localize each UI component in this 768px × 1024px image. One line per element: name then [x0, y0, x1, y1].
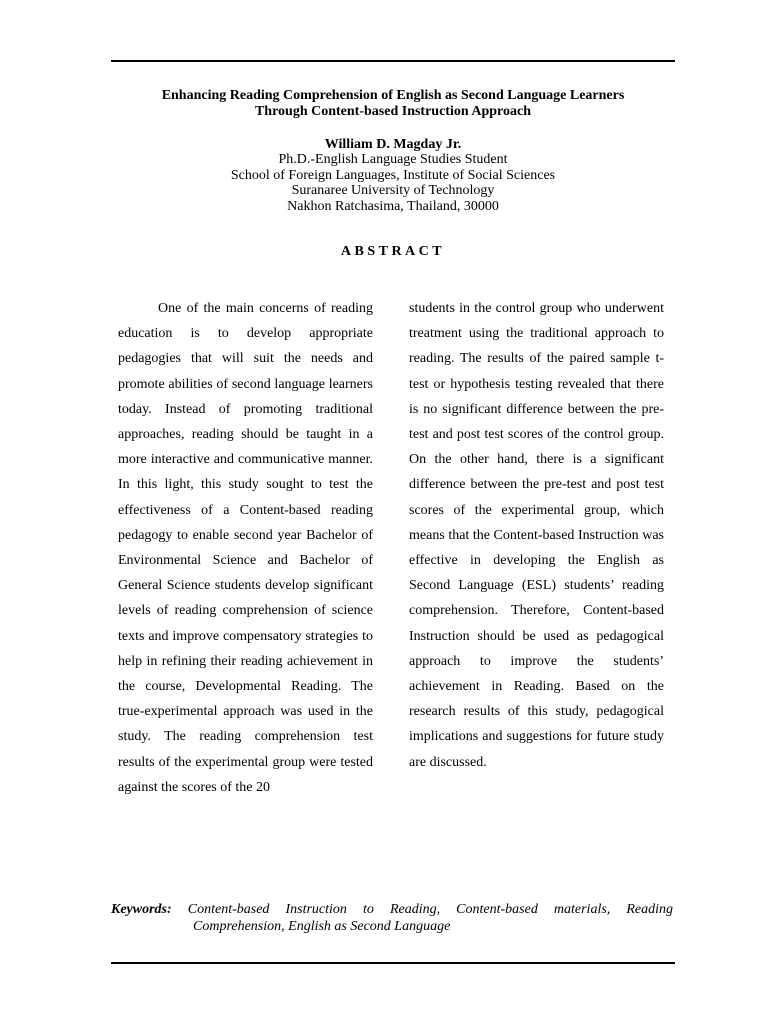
keywords-line-1 [111, 902, 673, 919]
abstract-column-left [118, 296, 373, 800]
paper-title-line-1: Enhancing Reading Comprehension of English as Second Language Learners [161, 88, 625, 103]
keywords-line-2: Comprehension, English as Second Language [193, 918, 451, 934]
keywords-block [111, 902, 673, 935]
abstract-text-left: One of the main concerns of reading education is to develop appropriate pedagogies that will suit the needs and promote abilities of second language learners today. Instead of promoting traditional approaches, reading should be taught in a more interactive and communicative manner. In this light, this study sought to test the effectiveness of a Content-based reading pedagogy to enable second year Bachelor of Environmental Science and Bachelor of General Science students develop significant levels of reading comprehension of science texts and improve compensatory strategies to help in refining their reading achievement in the course, Developmental Reading. The true-experimental approach was used in the study. The reading comprehension test results of the experimental group were tested against the scores of the 20 [118, 301, 373, 795]
bottom-rule [111, 962, 675, 964]
affiliation-line: Suranaree University of Technology [291, 183, 495, 199]
top-rule [111, 60, 675, 62]
affiliation-line: Nakhon Ratchasima, Thailand, 30000 [287, 199, 499, 215]
keywords-label: Keywords: [111, 902, 172, 917]
abstract-text-right: students in the control group who underwent treatment using the traditional approach to reading. The results of the paired sample t-test or hypothesis testing revealed that there is no significant difference between the pre-test and post test scores of the control group. On the other hand, there is a significant difference between the pre-test and post test scores of the experimental group, which means that the Content-based Instruction was effective in developing the English as Second Language (ESL) students’ reading comprehension. Therefore, Content-based Instruction should be used as pedagogical approach to improve the students’ achievement in Reading. Based on the research results of this study, pedagogical implications and suggestions for future study are discussed. [409, 301, 664, 770]
abstract-heading: ABSTRACT [340, 244, 446, 259]
paper-title-line-2: Through Content-based Instruction Approach [254, 104, 532, 119]
abstract-column-right [409, 296, 664, 775]
affiliation-line: School of Foreign Languages, Institute of Social Sciences [230, 167, 556, 183]
affiliation-line: Ph.D.-English Language Studies Student [278, 152, 508, 167]
keywords-text-1: Content-based Instruction to Reading, Content-based materials, Reading [187, 902, 674, 917]
paper-header [111, 88, 675, 215]
author-name: William D. Magday Jr. [324, 137, 462, 152]
